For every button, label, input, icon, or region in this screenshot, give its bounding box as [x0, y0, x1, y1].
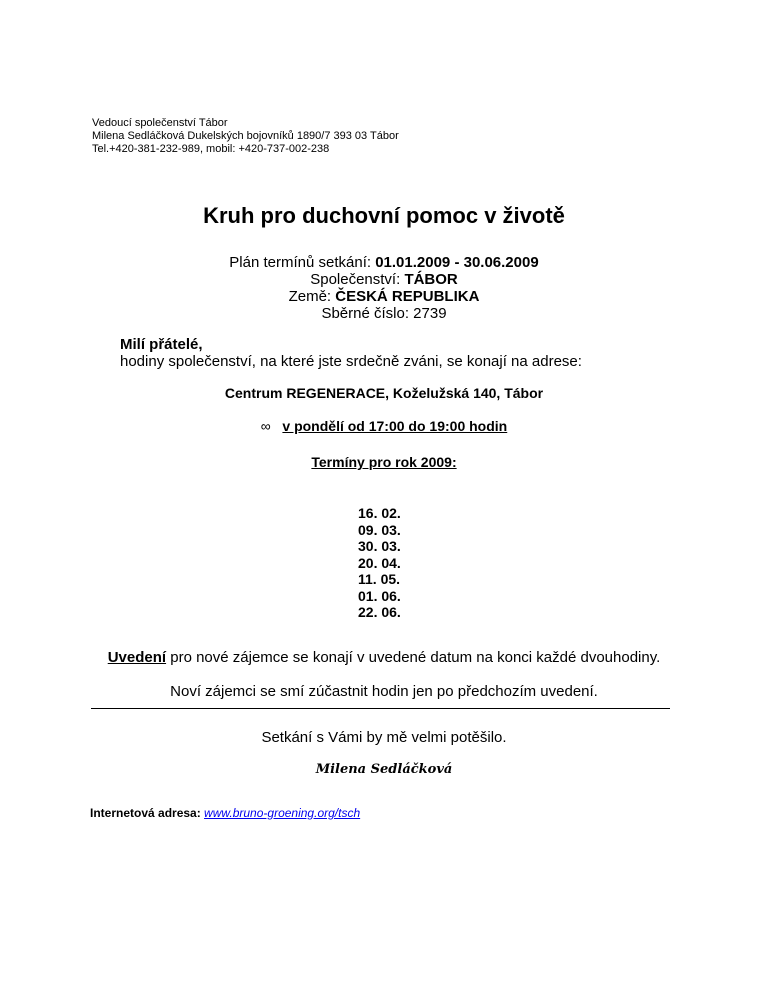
- header-line-1: Vedoucí společenství Tábor: [92, 117, 228, 129]
- community-value: TÁBOR: [404, 271, 458, 288]
- intro-text: hodiny společenství, na které jste srdečně zváni, se konají na adrese:: [120, 353, 582, 370]
- date-item: 01. 06.: [358, 587, 401, 604]
- newcomers-note: Noví zájemci se smí zúčastnit hodin jen po předchozím uvedení.: [170, 683, 598, 700]
- date-item: 16. 02.: [358, 505, 401, 521]
- terms-title: Termíny pro rok 2009:: [311, 454, 457, 470]
- plan-block: [0, 254, 768, 322]
- plan-dates: 01.01.2009 - 30.06.2009: [375, 254, 539, 271]
- introduction-line: [0, 649, 768, 666]
- web-line: [90, 806, 360, 820]
- number-line: [0, 305, 768, 322]
- schedule-line: [0, 418, 768, 434]
- date-item: 30. 03.: [358, 538, 401, 554]
- community-line: [0, 271, 768, 288]
- web-label: Internetová adresa:: [90, 806, 205, 820]
- date-item: 11. 05.: [358, 571, 401, 587]
- header-line-3: Tel.+420-381-232-989, mobil: +420-737-002-238: [92, 143, 330, 155]
- introduction-word: Uvedení: [107, 649, 167, 666]
- country-value: ČESKÁ REPUBLIKA: [335, 288, 480, 305]
- meeting-text: Setkání s Vámi by mě velmi potěšilo.: [261, 729, 507, 746]
- header-contact: [92, 117, 399, 156]
- web-link[interactable]: www.bruno-groening.org/tsch: [204, 806, 361, 820]
- plan-dates-line: [0, 254, 768, 271]
- address: Centrum REGENERACE, Koželužská 140, Tábor: [224, 385, 544, 401]
- date-item: 09. 03.: [358, 521, 401, 538]
- signature: Milena Sedláčková: [315, 762, 453, 777]
- header-line-2: Milena Sedláčková Dukelských bojovníků 1890/7 393 03 Tábor: [92, 130, 399, 142]
- date-item: 20. 04.: [358, 554, 401, 571]
- greeting-block: [120, 336, 582, 370]
- schedule-text: v pondělí od 17:00 do 19:00 hodin: [282, 418, 508, 434]
- number-label: Sběrné číslo:: [321, 305, 414, 322]
- page-title: Kruh pro duchovní pomoc v životě: [203, 203, 565, 228]
- community-label: Společenství:: [310, 271, 405, 288]
- greeting: Milí přátelé,: [120, 336, 203, 353]
- dates-list: [358, 505, 401, 621]
- country-label: Země:: [288, 288, 336, 305]
- number-value: 2739: [413, 305, 447, 322]
- country-line: [0, 288, 768, 305]
- date-item: 22. 06.: [358, 604, 401, 620]
- infinity-bullet-icon: ∞: [260, 418, 271, 434]
- introduction-rest: pro nové zájemce se konají v uvedené datum na konci každé dvouhodiny.: [166, 649, 661, 666]
- plan-label: Plán termínů setkání:: [229, 254, 376, 271]
- divider-line: [91, 708, 670, 709]
